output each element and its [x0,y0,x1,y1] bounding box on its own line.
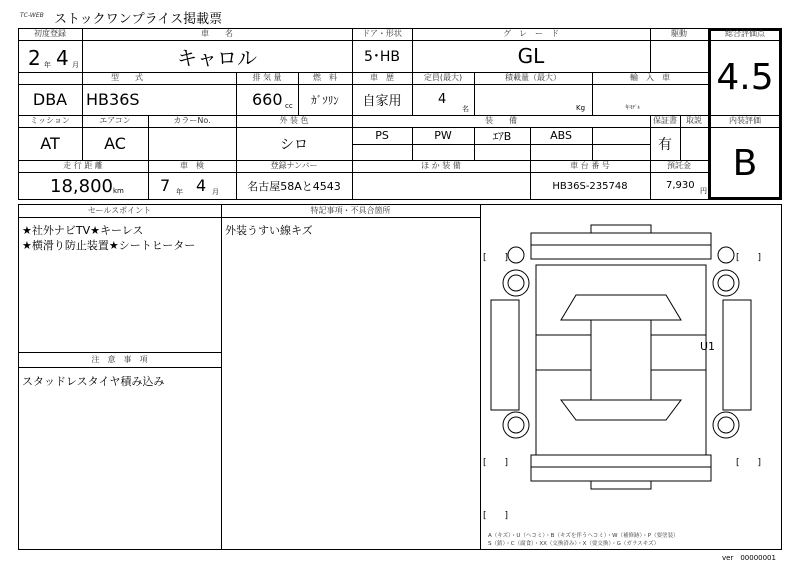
label-chassis: 車 台 番 号 [570,161,610,170]
svg-text:[ ]: [ ] [483,458,509,468]
label-fuel: 燃 料 [313,73,337,82]
door-shape: 5･HB [363,49,401,65]
model-code: HB36S [86,90,140,109]
shaken-month-unit: 月 [212,188,219,196]
label-transmission: ミッション [30,116,70,125]
label-equipment: 装 備 [485,116,517,125]
label-car-name: 車 名 [201,29,233,38]
drive [650,40,708,72]
label-notes: 特記事項・不具合箇所 [310,205,391,215]
version-label: ver 00000001 [722,554,776,562]
label-drive: 駆動 [671,29,687,38]
car-diagram [481,205,781,549]
label-manual: 取説 [686,116,702,125]
notes-line-1: 外装うすい線キズ [225,224,313,237]
month-unit: 月 [72,61,79,69]
deposit: 7,930 [666,180,695,191]
interior-value: B [732,143,758,184]
label-model: 型 式 [111,73,143,82]
label-exterior-color: 外 装 色 [279,116,309,125]
car-name: キャロル [177,45,257,70]
label-import: 輸 入 車 [630,73,670,82]
aircon: AC [104,134,126,153]
history: 自家用 [362,94,402,109]
shaken-year-unit: 年 [176,188,183,196]
yen-unit: 円 [700,187,707,195]
displacement: 660 [252,90,283,109]
model-prefix: DBA [32,90,68,109]
label-history: 車 歴 [370,73,394,82]
svg-text:[ ]: [ ] [736,458,762,468]
sales-line-1: ★社外ナビTV★キーレス [22,224,144,237]
damage-mark-u1: U1 [700,340,716,353]
label-grade: グ レ ー ド [503,29,559,38]
label-door-shape: ドア・形状 [362,29,402,38]
sales-line-2: ★横滑り防止装置★シートヒーター [22,239,196,252]
year-unit: 年 [44,61,51,69]
label-deposit: 預託金 [667,161,691,170]
label-aircon: エアコン [99,116,131,125]
exterior-color: シロ [280,136,308,153]
capacity: 4 [438,92,447,107]
km-unit: km [113,187,124,195]
label-warranty: 保証書 [653,116,677,125]
mileage: 18,800 [50,176,113,197]
label-sales-points: セールスポイント [87,205,152,215]
form-title: ストックワンプライス掲載票 [54,12,223,27]
warranty: 有 [658,136,672,153]
equip-airbag: ｴｱB [492,129,512,143]
label-interior: 内装評価 [729,116,761,125]
label-load: 積載量（最大） [505,73,561,82]
plate-number: 名古屋58Aと4543 [247,180,341,193]
label-plate: 登録ナンバー [270,161,318,170]
grade: GL [517,44,545,68]
equip-pw: PW [434,129,452,142]
score-value: 4.5 [716,57,774,98]
legend-line-2: S（錆）・C（腐食）・XX（交換済み）・X（要交換）・G（ガラスキズ） [488,541,660,547]
equip-abs: ABS [550,129,572,142]
first-reg-month: 4 [56,46,69,70]
shaken-month: 4 [196,176,207,195]
svg-text:[ ]: [ ] [736,253,762,263]
caution-line-1: スタッドレスタイヤ積み込み [22,375,165,388]
label-capacity: 定員(最大) [423,73,463,82]
label-score: 総合評価点 [725,29,765,38]
shaken-year: 7 [160,176,171,195]
label-displacement: 排 気 量 [252,73,282,82]
equip-ps: PS [375,129,389,142]
capacity-unit: 名 [462,105,469,113]
label-caution: 注 意 事 項 [91,354,148,364]
first-reg-year: 2 [28,46,41,70]
label-other-equip: ほ か 装 備 [421,161,461,170]
transmission: AT [40,134,60,153]
legend-line-1: A（キズ）・U（ヘコミ）・B（キズを伴うヘコミ）・W（補修跡）・P（要塗装） [488,533,679,539]
label-color-no: カラーNo. [173,116,211,125]
label-shaken: 車 検 [180,161,204,170]
model-year-label: 年ﾓﾃﾞﾙ [625,105,641,111]
logo: TC-WEB [20,12,44,19]
cc-unit: cc [285,102,293,110]
label-first-reg: 初度登録 [34,29,66,38]
label-mileage: 走 行 距 離 [63,161,103,170]
fuel: ｶﾞｿﾘﾝ [311,93,339,107]
chassis-number: HB36S-235748 [552,180,628,192]
svg-text:[ ]: [ ] [483,511,509,521]
load-unit: Kg [576,104,586,112]
svg-text:[ ]: [ ] [483,253,509,263]
